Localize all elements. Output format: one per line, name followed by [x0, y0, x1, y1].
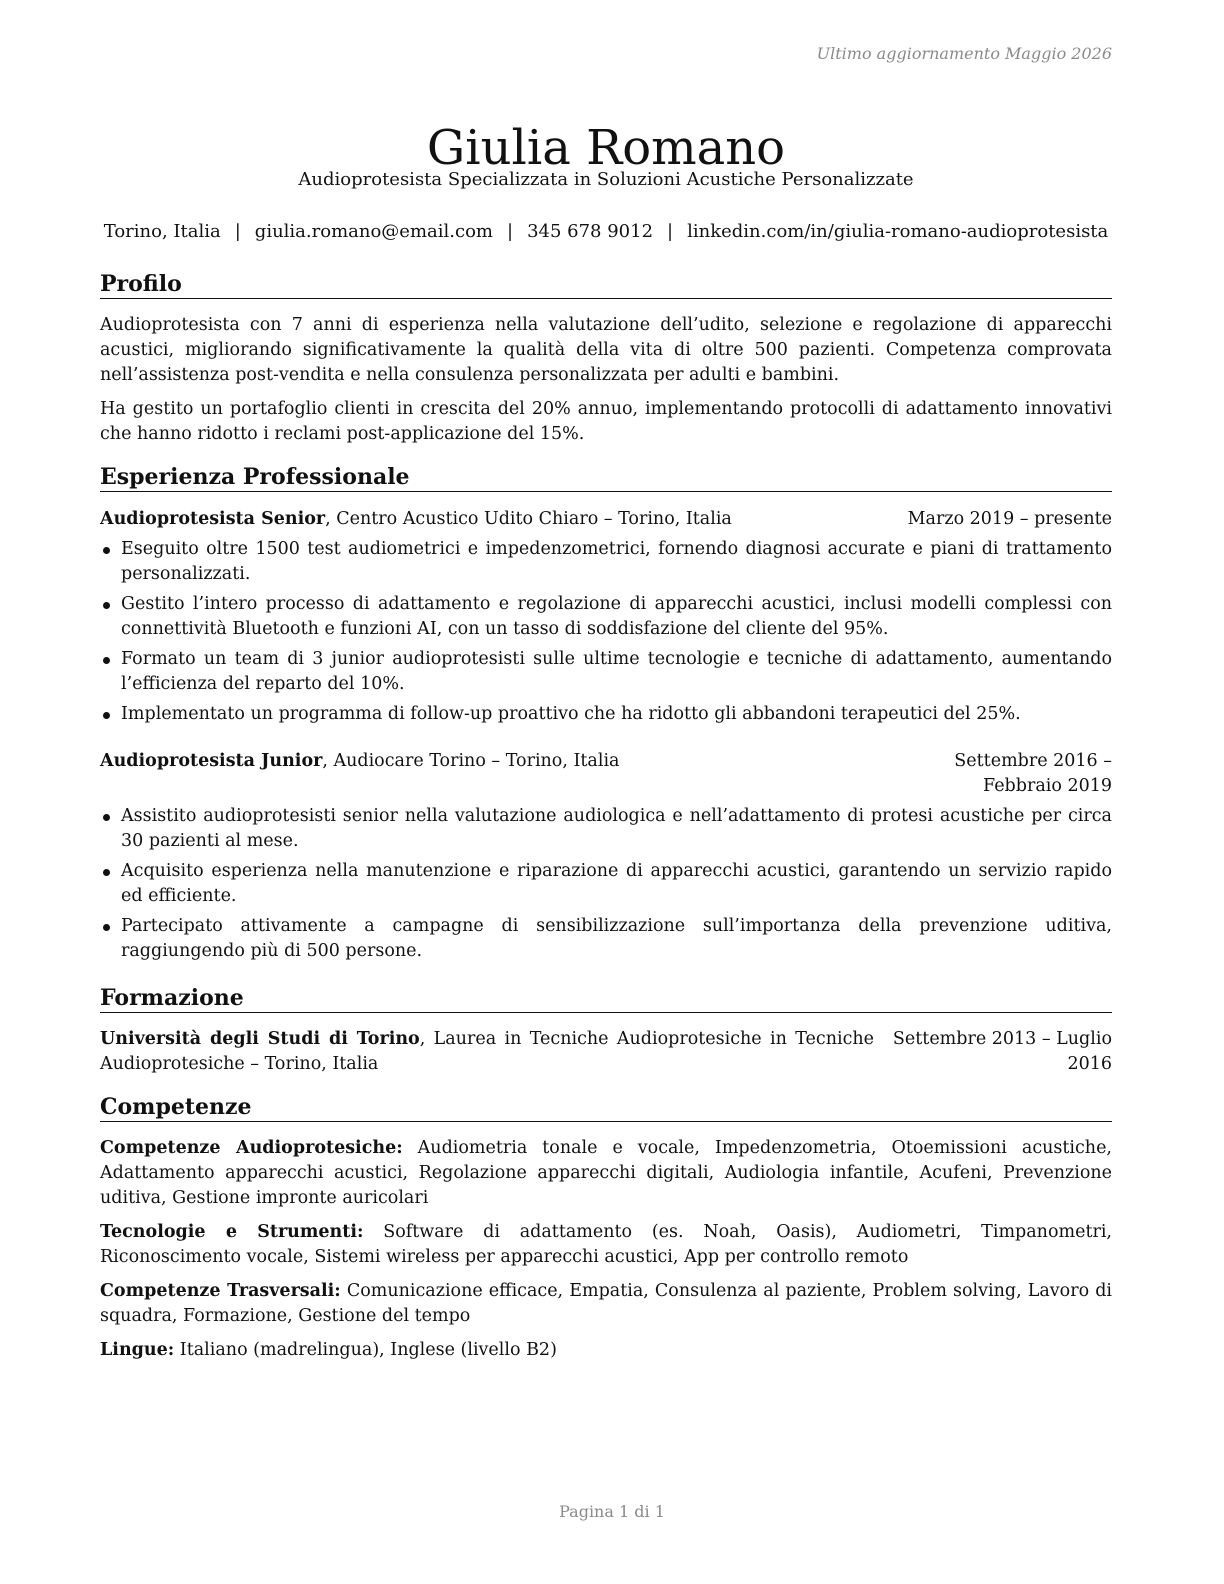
bullet-icon: [103, 547, 110, 554]
education-entry: [100, 1027, 1112, 1077]
bullet-icon: [103, 814, 110, 821]
skill-group-label: Lingue:: [100, 1340, 175, 1360]
job-entry: [100, 507, 1112, 727]
bullet-icon: [103, 712, 110, 719]
bullet-icon: [103, 924, 110, 931]
section-heading: Esperienza Professionale: [100, 463, 1112, 492]
list-item: Acquisito esperienza nella manutenzione e riparazione di apparecchi acustici, garantendo un servizio rapido ed efficiente.: [100, 859, 1112, 909]
section-heading: Profilo: [100, 270, 1112, 299]
job-bullets: [100, 537, 1112, 727]
profile-paragraph: Ha gestito un portafoglio clienti in crescita del 20% annuo, implementando protocolli di adattamento innovativi che hanno ridotto i reclami post-applicazione del 15%.: [100, 399, 1112, 444]
contact-email[interactable]: giulia.romano@email.com: [254, 221, 493, 242]
last-updated: Ultimo aggiornamento Maggio 2026: [816, 44, 1112, 63]
job-employer: , Centro Acustico Udito Chiaro – Torino, Italia: [325, 509, 732, 529]
job-employer: , Audiocare Torino – Torino, Italia: [322, 751, 620, 771]
job-entry: [100, 749, 1112, 964]
experience-section: [100, 463, 1112, 969]
skill-group: [100, 1220, 1112, 1270]
section-heading: Competenze: [100, 1093, 1112, 1122]
skill-group-text: Comunicazione efficace, Empatia, Consulenza al paziente, Problem solving, Lavoro di squadra, Formazione, Gestione del tempo: [100, 1281, 1112, 1326]
job-bullets: [100, 804, 1112, 964]
job-dates: Settembre 2016 – Febbraio 2019: [954, 751, 1112, 796]
contact-separator: |: [506, 221, 514, 242]
skills-section: [100, 1093, 1112, 1363]
list-item: Partecipato attivamente a campagne di sensibilizzazione sull’importanza della prevenzione uditiva, raggiungendo più di 500 persone.: [100, 914, 1112, 964]
job-role: Audioprotesista Junior: [100, 751, 323, 771]
skill-group-label: Tecnologie e Strumenti:: [100, 1222, 364, 1242]
skill-group-label: Competenze Audioprotesiche:: [100, 1138, 403, 1158]
profile-section: [100, 270, 1112, 447]
section-heading: Formazione: [100, 984, 1112, 1013]
page-number: Pagina 1 di 1: [559, 1502, 665, 1521]
bullet-icon: [103, 869, 110, 876]
list-item: Formato un team di 3 junior audioprotesisti sulle ultime tecnologie e tecniche di adattamento, aumentando l’efficienza del reparto del 10%.: [100, 647, 1112, 697]
skill-group-text: Audiometria tonale e vocale, Impedenzometria, Otoemissioni acustiche, Adattamento apparecchi acustici, Regolazione apparecchi digitali, Audiologia infantile, Acufeni, Prevenzione uditiva, Gestione impronte auricolari: [100, 1138, 1112, 1208]
job-role: Audioprotesista Senior: [100, 509, 326, 529]
contact-separator: |: [667, 221, 674, 242]
page-title: Giulia Romano: [426, 120, 786, 177]
education-dates: Settembre 2013 – Luglio 2016: [892, 1029, 1112, 1074]
list-item: Implementato un programma di follow-up proattivo che ha ridotto gli abbandoni terapeutici del 25%.: [100, 702, 1112, 727]
contact-separator: |: [234, 221, 241, 242]
education-degree: , Laurea in Tecniche Audioprotesiche in Tecniche Audioprotesiche – Torino, Italia: [100, 1029, 874, 1074]
skill-group-text: Software di adattamento (es. Noah, Oasis), Audiometri, Timpanometri, Riconoscimento vocale, Sistemi wireless per apparecchi acustici, App per controllo remoto: [100, 1222, 1112, 1267]
list-item: Eseguito oltre 1500 test audiometrici e impedenzometrici, fornendo diagnosi accurate e piani di trattamento personalizzati.: [100, 537, 1112, 587]
education-section: [100, 984, 1112, 1077]
job-header: [100, 749, 1112, 799]
profile-paragraph: Audioprotesista con 7 anni di esperienza nella valutazione dell’udito, selezione e regolazione di apparecchi acustici, migliorando significativamente la qualità della vita di oltre 500 pazienti. Competenza comprovata nell’assistenza post-vendita e nella consulenza personalizzata per adulti e bambini.: [100, 315, 1112, 385]
contact-city: Torino, Italia: [103, 221, 221, 242]
education-school: Università degli Studi di Torino: [100, 1029, 420, 1049]
bullet-icon: [103, 657, 110, 664]
list-item: Gestito l’intero processo di adattamento e regolazione di apparecchi acustici, inclusi modelli complessi con connettività Bluetooth e funzioni AI, con un tasso di soddisfazione del cliente del 95%.: [100, 592, 1112, 642]
skill-group: [100, 1279, 1112, 1329]
list-item: Assistito audioprotesisti senior nella valutazione audiologica e nell’adattamento di protesi acustiche per circa 30 pazienti al mese.: [100, 804, 1112, 854]
tagline: Audioprotesista Specializzata in Soluzioni Acustiche Personalizzate: [298, 169, 914, 190]
job-header: [100, 507, 1112, 532]
skill-group: [100, 1338, 1112, 1363]
contact-line: [70, 220, 1142, 244]
contact-phone: 345 678 9012: [527, 221, 654, 242]
skill-group-label: Competenze Trasversali:: [100, 1281, 341, 1301]
job-dates: Marzo 2019 – presente: [907, 509, 1112, 529]
bullet-icon: [103, 602, 110, 609]
skill-group: [100, 1136, 1112, 1211]
skill-group-text: Italiano (madrelingua), Inglese (livello B2): [174, 1340, 557, 1360]
contact-linkedin[interactable]: linkedin.com/in/giulia-romano-audioprotesista: [687, 221, 1109, 242]
